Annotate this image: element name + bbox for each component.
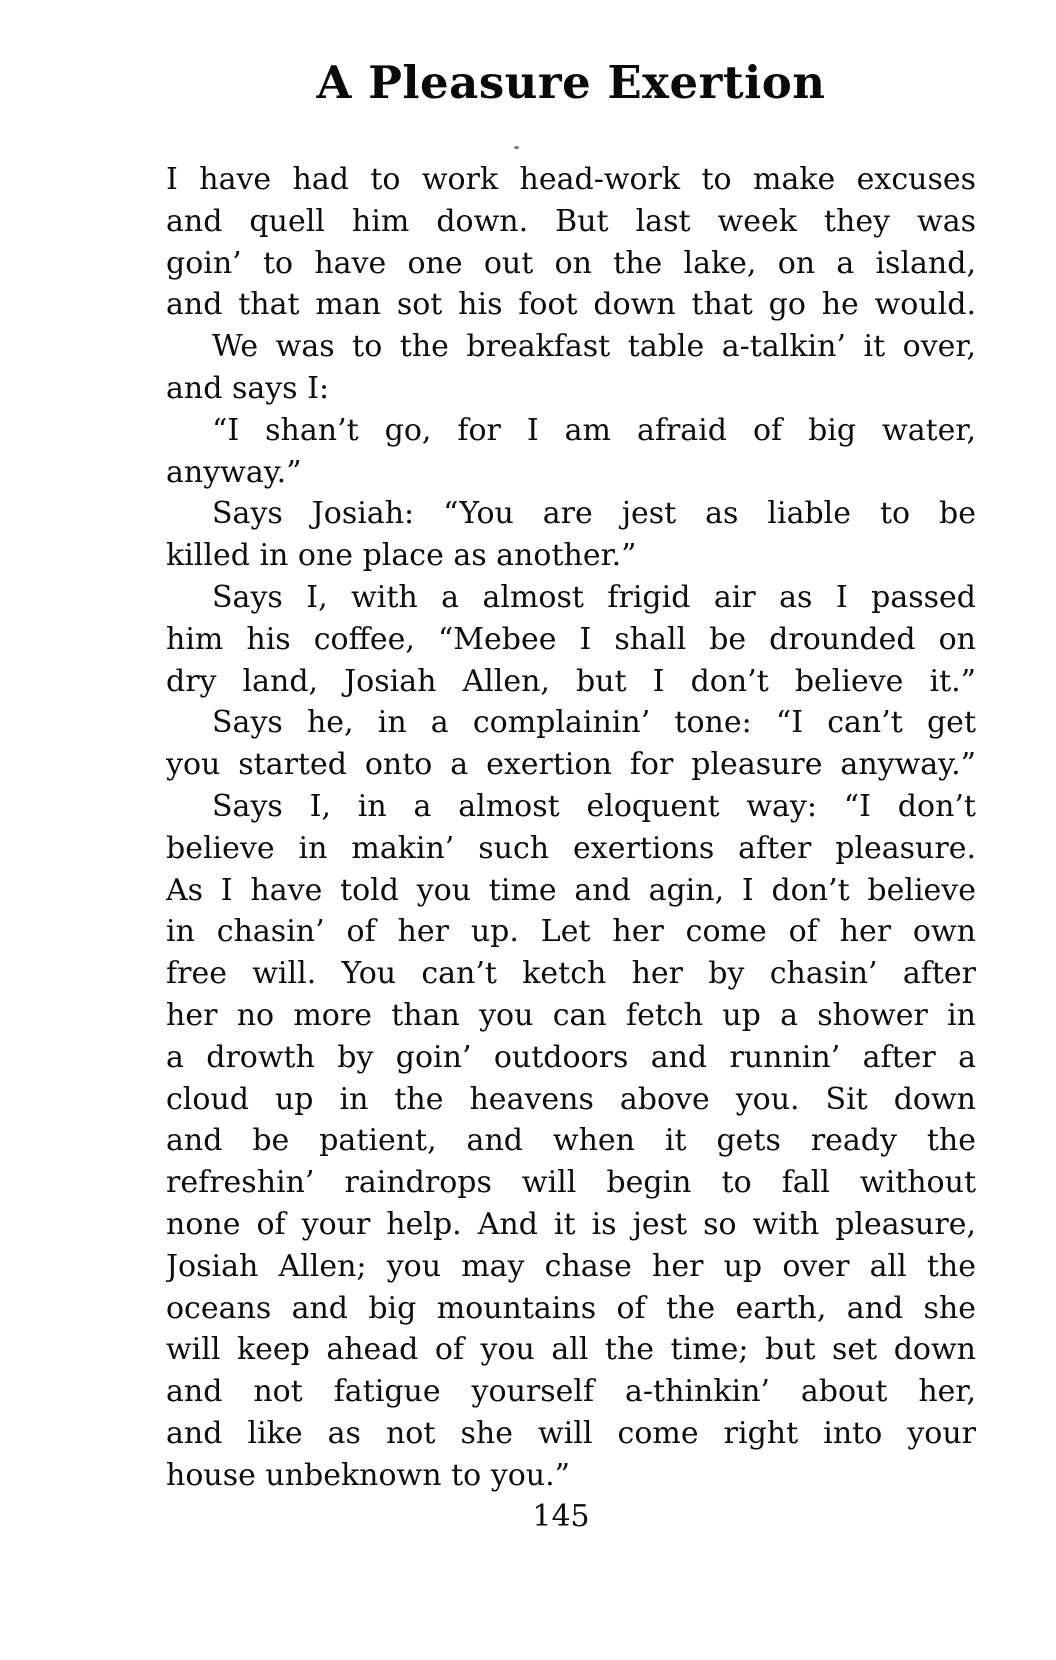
text-line: anyway.”	[166, 454, 302, 490]
text-line: believe in makin’ such exertions after pleasure.	[166, 830, 976, 866]
text-line: As I have told you time and agin, I don’t believe	[166, 872, 976, 908]
page-number: 145	[532, 1499, 590, 1534]
text-line: refreshin’ raindrops will begin to fall without	[166, 1165, 976, 1201]
text-line: Says he, in a complainin’ tone: “I can’t get	[212, 705, 976, 741]
text-line: none of your help. And it is jest so with pleasure,	[166, 1206, 976, 1242]
body-text	[166, 159, 976, 1497]
text-line: Says I, in a almost eloquent way: “I don’t	[212, 788, 976, 824]
text-line: Says Josiah: “You are jest as liable to be	[212, 496, 976, 532]
text-line: a drowth by goin’ outdoors and runnin’ after a	[166, 1039, 976, 1075]
text-line: cloud up in the heavens above you. Sit down	[166, 1081, 976, 1117]
text-line: I have had to work head-work to make excuses	[166, 162, 976, 197]
text-line: you started onto a exertion for pleasure anyway.”	[166, 747, 976, 783]
page-title: A Pleasure Exertion	[316, 56, 826, 109]
text-line: Josiah Allen; you may chase her up over all the	[166, 1248, 976, 1284]
text-line: “I shan’t go, for I am afraid of big water,	[212, 412, 976, 448]
text-line: and that man sot his foot down that go he would.	[166, 287, 976, 323]
text-line: house unbeknown to you.”	[166, 1457, 570, 1493]
text-line: free will. You can’t ketch her by chasin’ after	[166, 956, 976, 992]
text-line: will keep ahead of you all the time; but set down	[166, 1332, 976, 1368]
text-line: him his coffee, “Mebee I shall be drounded on	[166, 621, 976, 657]
text-line: dry land, Josiah Allen, but I don’t believe it.”	[166, 663, 976, 699]
text-line: and says I:	[166, 370, 330, 406]
text-line: We was to the breakfast table a-talkin’ it over,	[212, 329, 976, 365]
text-line: in chasin’ of her up. Let her come of her own	[166, 914, 976, 950]
text-line: goin’ to have one out on the lake, on a island,	[166, 245, 976, 281]
text-line: and like as not she will come right into your	[166, 1415, 976, 1451]
text-line: and not fatigue yourself a-thinkin’ about her,	[166, 1374, 976, 1410]
text-line: killed in one place as another.”	[166, 538, 637, 574]
text-line: oceans and big mountains of the earth, and she	[166, 1290, 976, 1326]
ink-speck-mark	[514, 146, 519, 149]
text-line: her no more than you can fetch up a shower in	[166, 997, 976, 1033]
text-line: and quell him down. But last week they was	[166, 203, 976, 239]
text-line: Says I, with a almost frigid air as I passed	[212, 579, 976, 615]
text-line: and be patient, and when it gets ready the	[166, 1123, 976, 1159]
